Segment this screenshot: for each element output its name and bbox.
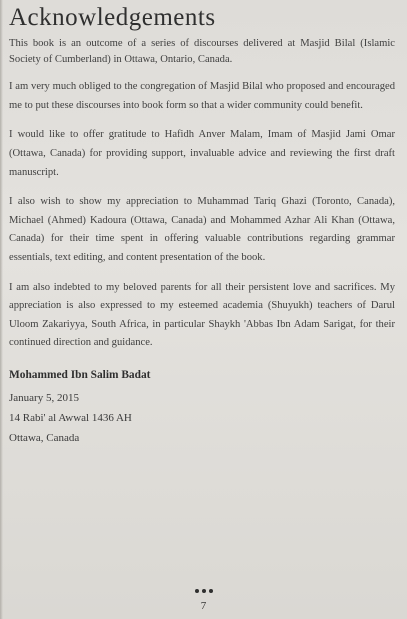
- paragraph-appreciation: I also wish to show my appreciation to Muhammad Tariq Ghazi (Toronto, Canada), Michael (Ahmed) Kadoura (Ottawa, Canada) and Mohammed Azhar Ali Khan (Ottawa, Canada) for their time spent in offering valuable contributions regarding grammar essentials, text editing, and content presentation of the book.: [9, 196, 395, 263]
- page-footer: [0, 589, 407, 613]
- dot: [202, 589, 206, 593]
- paragraph-congregation: I am very much obliged to the congregation of Masjid Bilal who proposed and encouraged me to put these discourses into book form so that a wider community could benefit.: [9, 81, 395, 111]
- ornament-dots-icon: [0, 589, 407, 595]
- signature-hijri-date: 14 Rabi' al Awwal 1436 AH: [9, 411, 132, 424]
- paragraph-gratitude: I would like to offer gratitude to Hafidh Anver Malam, Imam of Masjid Jami Omar (Ottawa, Canada) for providing support, invaluable advice and reviewing the first draft manuscript.: [9, 129, 395, 178]
- signature-location: Ottawa, Canada: [9, 431, 80, 444]
- paragraph-intro: This book is an outcome of a series of discourses delivered at Masjid Bilal (Islamic Society of Cumberland) in Ottawa, Ontario, Canada.: [9, 38, 395, 65]
- signature-date: January 5, 2015: [9, 391, 79, 404]
- dot: [209, 589, 213, 593]
- dot: [195, 589, 199, 593]
- page-title: Acknowledgements: [9, 4, 216, 31]
- author-name: Mohammed Ibn Salim Badat: [9, 368, 151, 381]
- signature-block: [9, 367, 395, 448]
- page-number: 7: [200, 600, 207, 612]
- paragraph-parents: I am also indebted to my beloved parents for all their persistent love and sacrifices. My appreciation is also expressed to my esteemed academia (Shuyukh) teachers of Darul Uloom Zakariyya, South Africa, in particular Shaykh 'Abbas Ibn Adam Sarigat, for their continued direction and guidance.: [9, 281, 395, 349]
